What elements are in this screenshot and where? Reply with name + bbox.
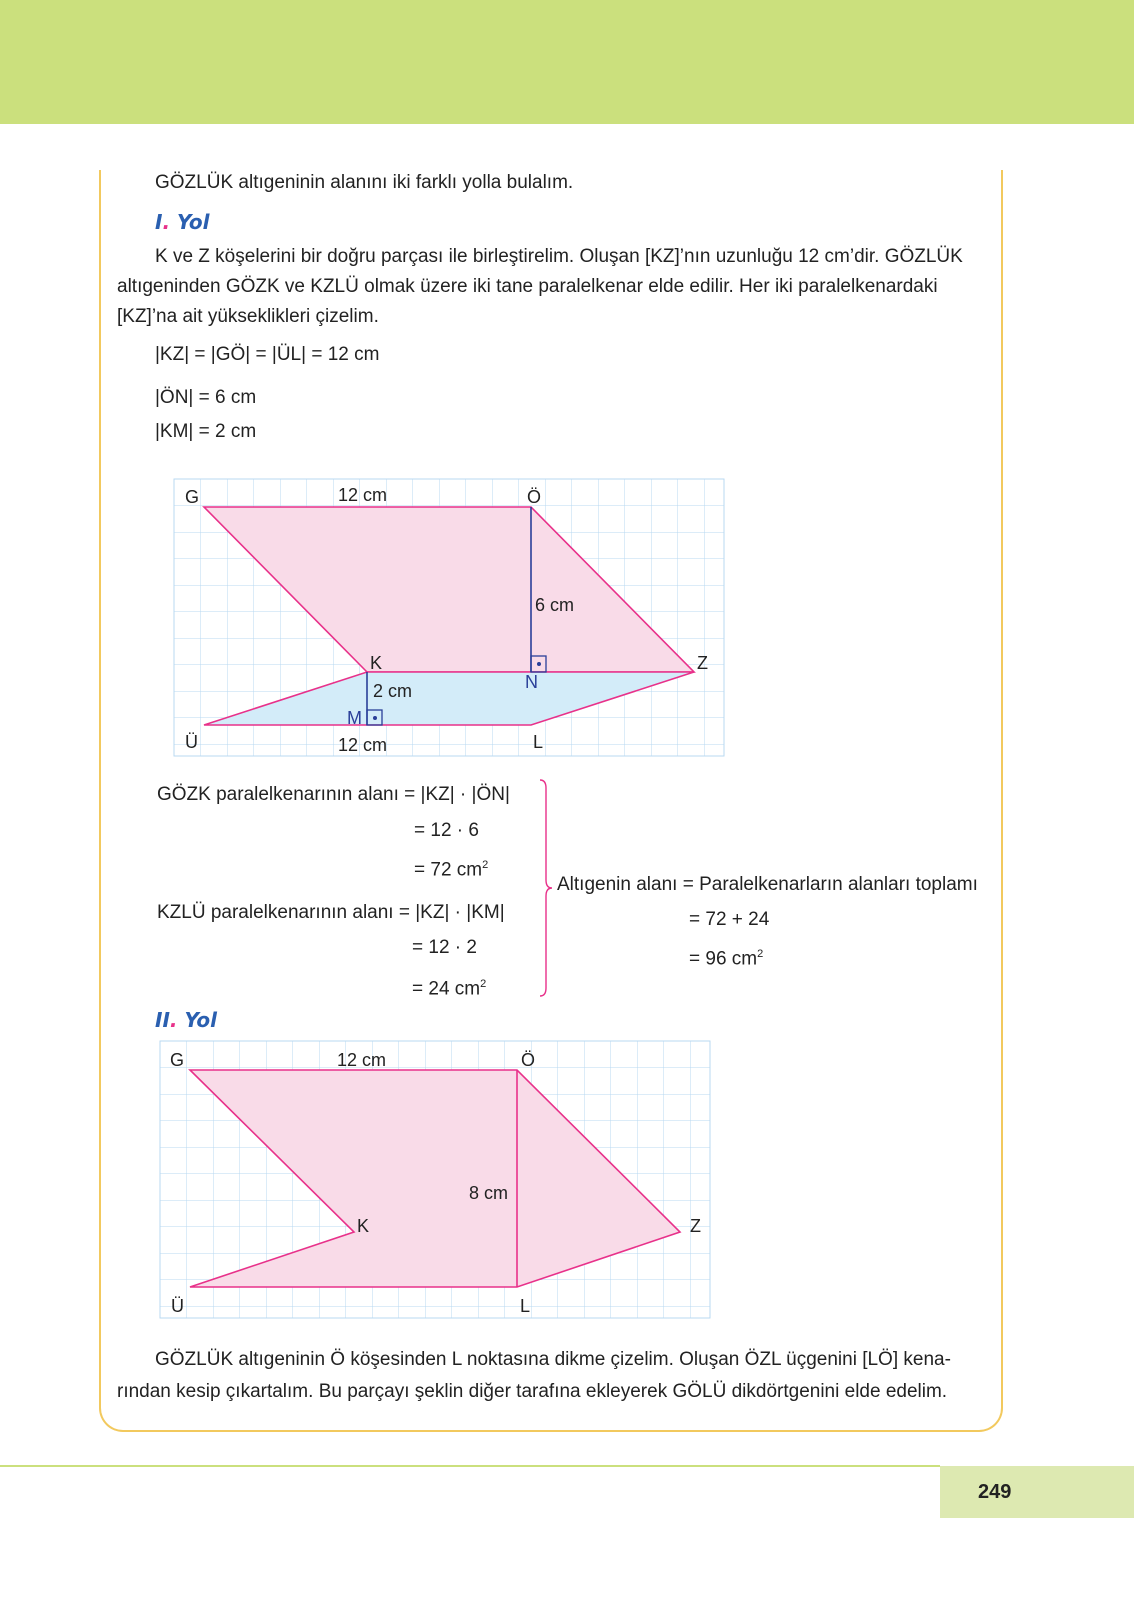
calc-gozk-step2: = 72 $cm^2$ bbox=[414, 859, 489, 881]
calc-total-step1: = 72 + 24 bbox=[689, 909, 770, 930]
brace bbox=[540, 780, 552, 996]
equation-kz: |KZ| = |GÖ| = |ÜL| = 12 cm bbox=[155, 344, 380, 365]
calc-total-label: Altıgenin alanı = Paralelkenarların alanları toplamı bbox=[557, 874, 978, 895]
fig2-label-u: Ü bbox=[171, 1296, 184, 1316]
fig2-label-g: G bbox=[170, 1050, 185, 1070]
para1-line2: altıgeninden GÖZK ve KZLÜ olmak üzere iki tane paralelkenar elde edilir. Her iki paralelkenardaki bbox=[117, 276, 938, 297]
fig2-label-z: Z bbox=[690, 1216, 701, 1236]
calc-kzlu-step1: = 12 · 2 bbox=[412, 937, 477, 958]
fig1-label-l: L bbox=[533, 732, 544, 752]
fig1-label-top: 12 cm bbox=[338, 485, 388, 505]
fig1-label-on: 6 cm bbox=[535, 595, 575, 615]
calc-gozk-step1: = 12 · 6 bbox=[414, 820, 479, 841]
calc-total-step2: = 96 $cm^2$ bbox=[689, 948, 764, 970]
fig2-label-o: Ö bbox=[521, 1050, 536, 1070]
calc-kzlu-label: KZLÜ paralelkenarının alanı = |KZ| · |KM| bbox=[157, 902, 505, 923]
fig2-label-height: 8 cm bbox=[469, 1183, 509, 1203]
calc-gozk-label: GÖZK paralelkenarının alanı = |KZ| · |ÖN| bbox=[157, 784, 510, 805]
fig1-label-m: M bbox=[347, 708, 362, 728]
fig1-label-bottom: 12 cm bbox=[338, 735, 388, 755]
fig1-label-g: G bbox=[185, 487, 200, 507]
para1-line3: [KZ]’na ait yükseklikleri çizelim. bbox=[117, 306, 379, 327]
fig2-label-top: 12 cm bbox=[337, 1050, 387, 1070]
fig1-label-km: 2 cm bbox=[373, 681, 413, 701]
fig2-label-k: K bbox=[357, 1216, 370, 1236]
yol2-heading: II. Yol bbox=[155, 1008, 217, 1032]
yol1-heading: I. Yol bbox=[155, 210, 210, 234]
footer-line bbox=[0, 1465, 940, 1467]
equation-on: |ÖN| = 6 cm bbox=[155, 387, 257, 408]
fig1-label-z: Z bbox=[697, 653, 708, 673]
equation-km: |KM| = 2 cm bbox=[155, 421, 257, 442]
fig1-label-n: N bbox=[525, 672, 538, 692]
para1-line1: K ve Z köşelerini bir doğru parçası ile birleştirelim. Oluşan [KZ]’nın uzunluğu 12 cm’dir. GÖZLÜK bbox=[155, 246, 963, 267]
calc-kzlu-step2: = 24 $cm^2$ bbox=[412, 978, 487, 1000]
fig1-label-k: K bbox=[370, 653, 383, 673]
para2-line1: GÖZLÜK altıgeninin Ö köşesinden L noktasına dikme çizelim. Oluşan ÖZL üçgenini [LÖ] kena- bbox=[155, 1349, 951, 1370]
intro-text: GÖZLÜK altıgeninin alanını iki farklı yolla bulalım. bbox=[155, 172, 574, 193]
page-number: 249 bbox=[940, 1466, 1134, 1518]
fig1-label-o: Ö bbox=[527, 487, 542, 507]
fig1-label-u: Ü bbox=[185, 732, 198, 752]
para2-line2: rından kesip çıkartalım. Bu parçayı şeklin diğer tarafına ekleyerek GÖLÜ dikdörtgenini elde edelim. bbox=[117, 1381, 948, 1402]
fig2-label-l: L bbox=[520, 1296, 531, 1316]
